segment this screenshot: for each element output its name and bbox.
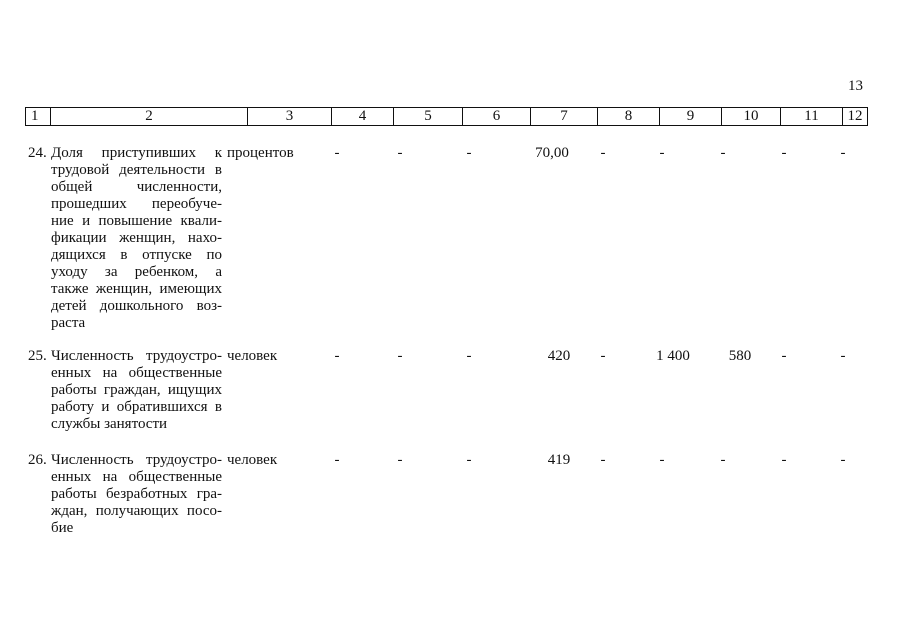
indicator-name-line: енных на общественные xyxy=(51,365,222,381)
indicator-name-line: бие xyxy=(51,520,74,536)
indicator-name-line: прошедших переобуче- xyxy=(51,196,222,212)
column-header-5: 5 xyxy=(394,108,463,125)
value-col-9: - xyxy=(659,145,665,161)
indicator-name xyxy=(51,145,222,332)
value-col-12: - xyxy=(840,145,846,161)
indicator-name-line: ждан, получающих посо- xyxy=(51,503,222,519)
value-col-10: - xyxy=(720,452,726,468)
value-col-11: - xyxy=(781,145,787,161)
page-number: 13 xyxy=(848,78,863,94)
value-col-9: 1 400 xyxy=(656,348,690,364)
value-col-8: - xyxy=(600,452,606,468)
value-col-4: - xyxy=(334,348,340,364)
value-col-4: - xyxy=(334,145,340,161)
column-header-10: 10 xyxy=(722,108,781,125)
indicator-name-line: Доля приступивших к xyxy=(51,145,222,161)
indicator-name-line: работы граждан, ищущих xyxy=(51,382,222,398)
value-col-6: - xyxy=(466,145,472,161)
indicator-name-line: детей дошкольного воз- xyxy=(51,298,222,314)
column-header-2: 2 xyxy=(51,108,248,125)
value-col-4: - xyxy=(334,452,340,468)
column-header-9: 9 xyxy=(660,108,722,125)
value-col-5: - xyxy=(397,348,403,364)
column-header-1: 1 xyxy=(26,108,51,125)
value-col-7: 419 xyxy=(547,452,571,468)
column-header-7: 7 xyxy=(531,108,598,125)
indicator-name-line: службы занятости xyxy=(51,416,168,432)
indicator-name-line: енных на общественные xyxy=(51,469,222,485)
value-col-12: - xyxy=(840,348,846,364)
indicator-name xyxy=(51,348,222,433)
indicator-name-line: фикации женщин, нахо- xyxy=(51,230,222,246)
indicator-name-line: уходу за ребенком, а xyxy=(51,264,222,280)
indicator-name-line: Численность трудоустро- xyxy=(51,348,222,364)
value-col-11: - xyxy=(781,348,787,364)
column-header-11: 11 xyxy=(781,108,843,125)
indicator-name-line: дящихся в отпуске по xyxy=(51,247,222,263)
value-col-8: - xyxy=(600,145,606,161)
indicator-name-line: общей численности, xyxy=(51,179,222,195)
row-number: 25. xyxy=(28,348,47,364)
value-col-7: 420 xyxy=(547,348,571,364)
indicator-name-line: раста xyxy=(51,315,86,331)
row-number: 26. xyxy=(28,452,47,468)
value-col-9: - xyxy=(659,452,665,468)
row-number: 24. xyxy=(28,145,47,161)
value-col-10: - xyxy=(720,145,726,161)
indicator-name-line: также женщин, имеющих xyxy=(51,281,222,297)
column-header-12: 12 xyxy=(847,108,863,124)
value-col-7: 70,00 xyxy=(535,145,569,161)
indicator-name-line: трудовой деятельности в xyxy=(51,162,222,178)
table-header xyxy=(25,107,868,126)
indicator-name xyxy=(51,452,222,537)
indicator-name-line: работы безработных гра- xyxy=(51,486,222,502)
indicator-name-line: ние и повышение квали- xyxy=(51,213,222,229)
indicator-name-line: Численность трудоустро- xyxy=(51,452,222,468)
unit-of-measure: процентов xyxy=(227,145,294,161)
value-col-11: - xyxy=(781,452,787,468)
unit-of-measure: человек xyxy=(227,452,278,468)
value-col-5: - xyxy=(397,145,403,161)
value-col-8: - xyxy=(600,348,606,364)
indicator-name-line: работу и обратившихся в xyxy=(51,399,222,415)
column-header-8: 8 xyxy=(598,108,660,125)
column-header-6: 6 xyxy=(463,108,531,125)
value-col-6: - xyxy=(466,452,472,468)
unit-of-measure: человек xyxy=(227,348,278,364)
column-header-3: 3 xyxy=(248,108,332,125)
value-col-5: - xyxy=(397,452,403,468)
value-col-12: - xyxy=(840,452,846,468)
value-col-10: 580 xyxy=(728,348,752,364)
column-header-4: 4 xyxy=(332,108,394,125)
value-col-6: - xyxy=(466,348,472,364)
